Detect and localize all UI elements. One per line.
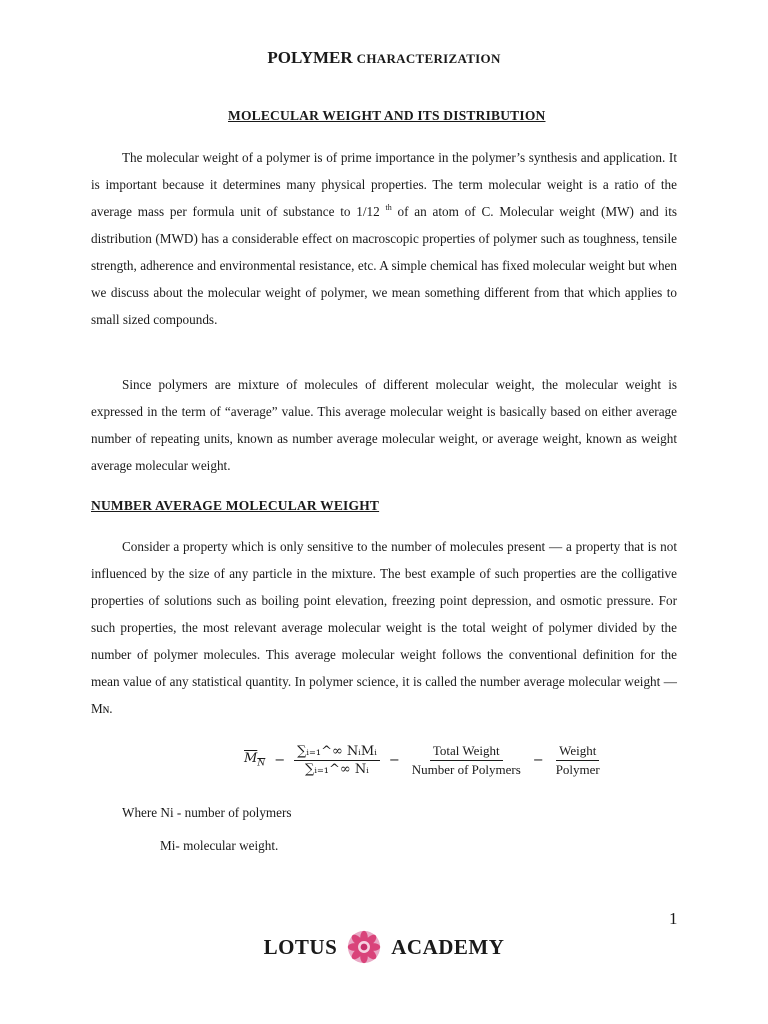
page-number: 1 xyxy=(669,909,678,928)
formula-operator-3: − xyxy=(532,752,544,768)
paragraph-average xyxy=(91,371,677,479)
formula-fraction-total xyxy=(409,743,524,778)
header-title-rest: CHARACTERIZATION xyxy=(356,51,501,66)
footer-academy-text: ACADEMY xyxy=(391,934,505,959)
formula-sum-denominator: ∑ᵢ₌₁^∞ Nᵢ xyxy=(305,761,369,777)
formula-weight-denominator: Polymer xyxy=(555,761,600,777)
lotus-flower-icon xyxy=(347,930,381,964)
formula-operator-2: − xyxy=(388,752,400,768)
paragraph-number-average-text: Consider a property which is only sensitive to the number of molecules present — a property that is not influenced by the size of any particle in the mixture. The best example of such properties are the colligative properties of solutions such as boiling point elevation, freezing point depression, and osmotic pressure. For such properties, the most relevant average molecular weight is the total weight of polymer divided by the number of polymer molecules. This average molecular weight follows the conventional definition for the mean value of any statistical quantity. In polymer science, it is called the number average molecular weight — Mɴ. xyxy=(91,539,677,716)
formula-weight-numerator: Weight xyxy=(556,743,599,761)
formula-operator-1: − xyxy=(274,752,286,768)
page-header xyxy=(0,48,768,68)
paragraph-intro-part2: of an atom of C. Molecular weight (MW) and its distribution (MWD) has a considerable effect on macroscopic properties of polymer such as toughness, tensile strength, adherence and environmental resistance, etc. A simple chemical has fixed molecular weight but when we discuss about the molecular weight of polymer, we mean something different from that which applies to small sized compounds. xyxy=(91,204,678,327)
paragraph-intro xyxy=(91,144,677,333)
formula-fraction-weight xyxy=(553,743,603,778)
where-line-mi: Mi- molecular weight. xyxy=(160,838,279,853)
paragraph-average-text: Since polymers are mixture of molecules of different molecular weight, the molecular weight is expressed in the term of “average” value. This average molecular weight is basically based on either average number of repeating units, known as number average molecular weight, or average weight, known as weight average molecular weight. xyxy=(91,377,677,473)
section-title-molecular-weight: MOLECULAR WEIGHT AND ITS DISTRIBUTION xyxy=(228,108,546,123)
header-title-main: POLYMER xyxy=(267,48,353,67)
number-average-formula xyxy=(244,738,607,782)
formula-lhs: $M_N$ xyxy=(244,751,266,769)
formula-total-denominator: Number of Polymers xyxy=(411,761,521,777)
formula-fraction-sum xyxy=(294,744,380,777)
superscript-th: th xyxy=(385,203,392,212)
footer-lotus-text: LOTUS xyxy=(263,934,338,959)
where-line-ni: Where Ni - number of polymers xyxy=(122,805,292,820)
paragraph-intro-part1: The molecular weight of a polymer is of prime importance in the polymer’s synthesis and application. It is important because it determines many physical properties. The term molecular weight is a ratio of the average mass per formula unit of substance to 1/12 xyxy=(91,150,677,219)
formula-total-numerator: Total Weight xyxy=(430,743,503,761)
section-title-number-average: NUMBER AVERAGE MOLECULAR WEIGHT xyxy=(91,498,380,513)
formula-sum-numerator: ∑ᵢ₌₁^∞ NᵢMᵢ xyxy=(294,744,380,761)
page-footer xyxy=(0,930,768,964)
paragraph-number-average xyxy=(91,533,677,722)
